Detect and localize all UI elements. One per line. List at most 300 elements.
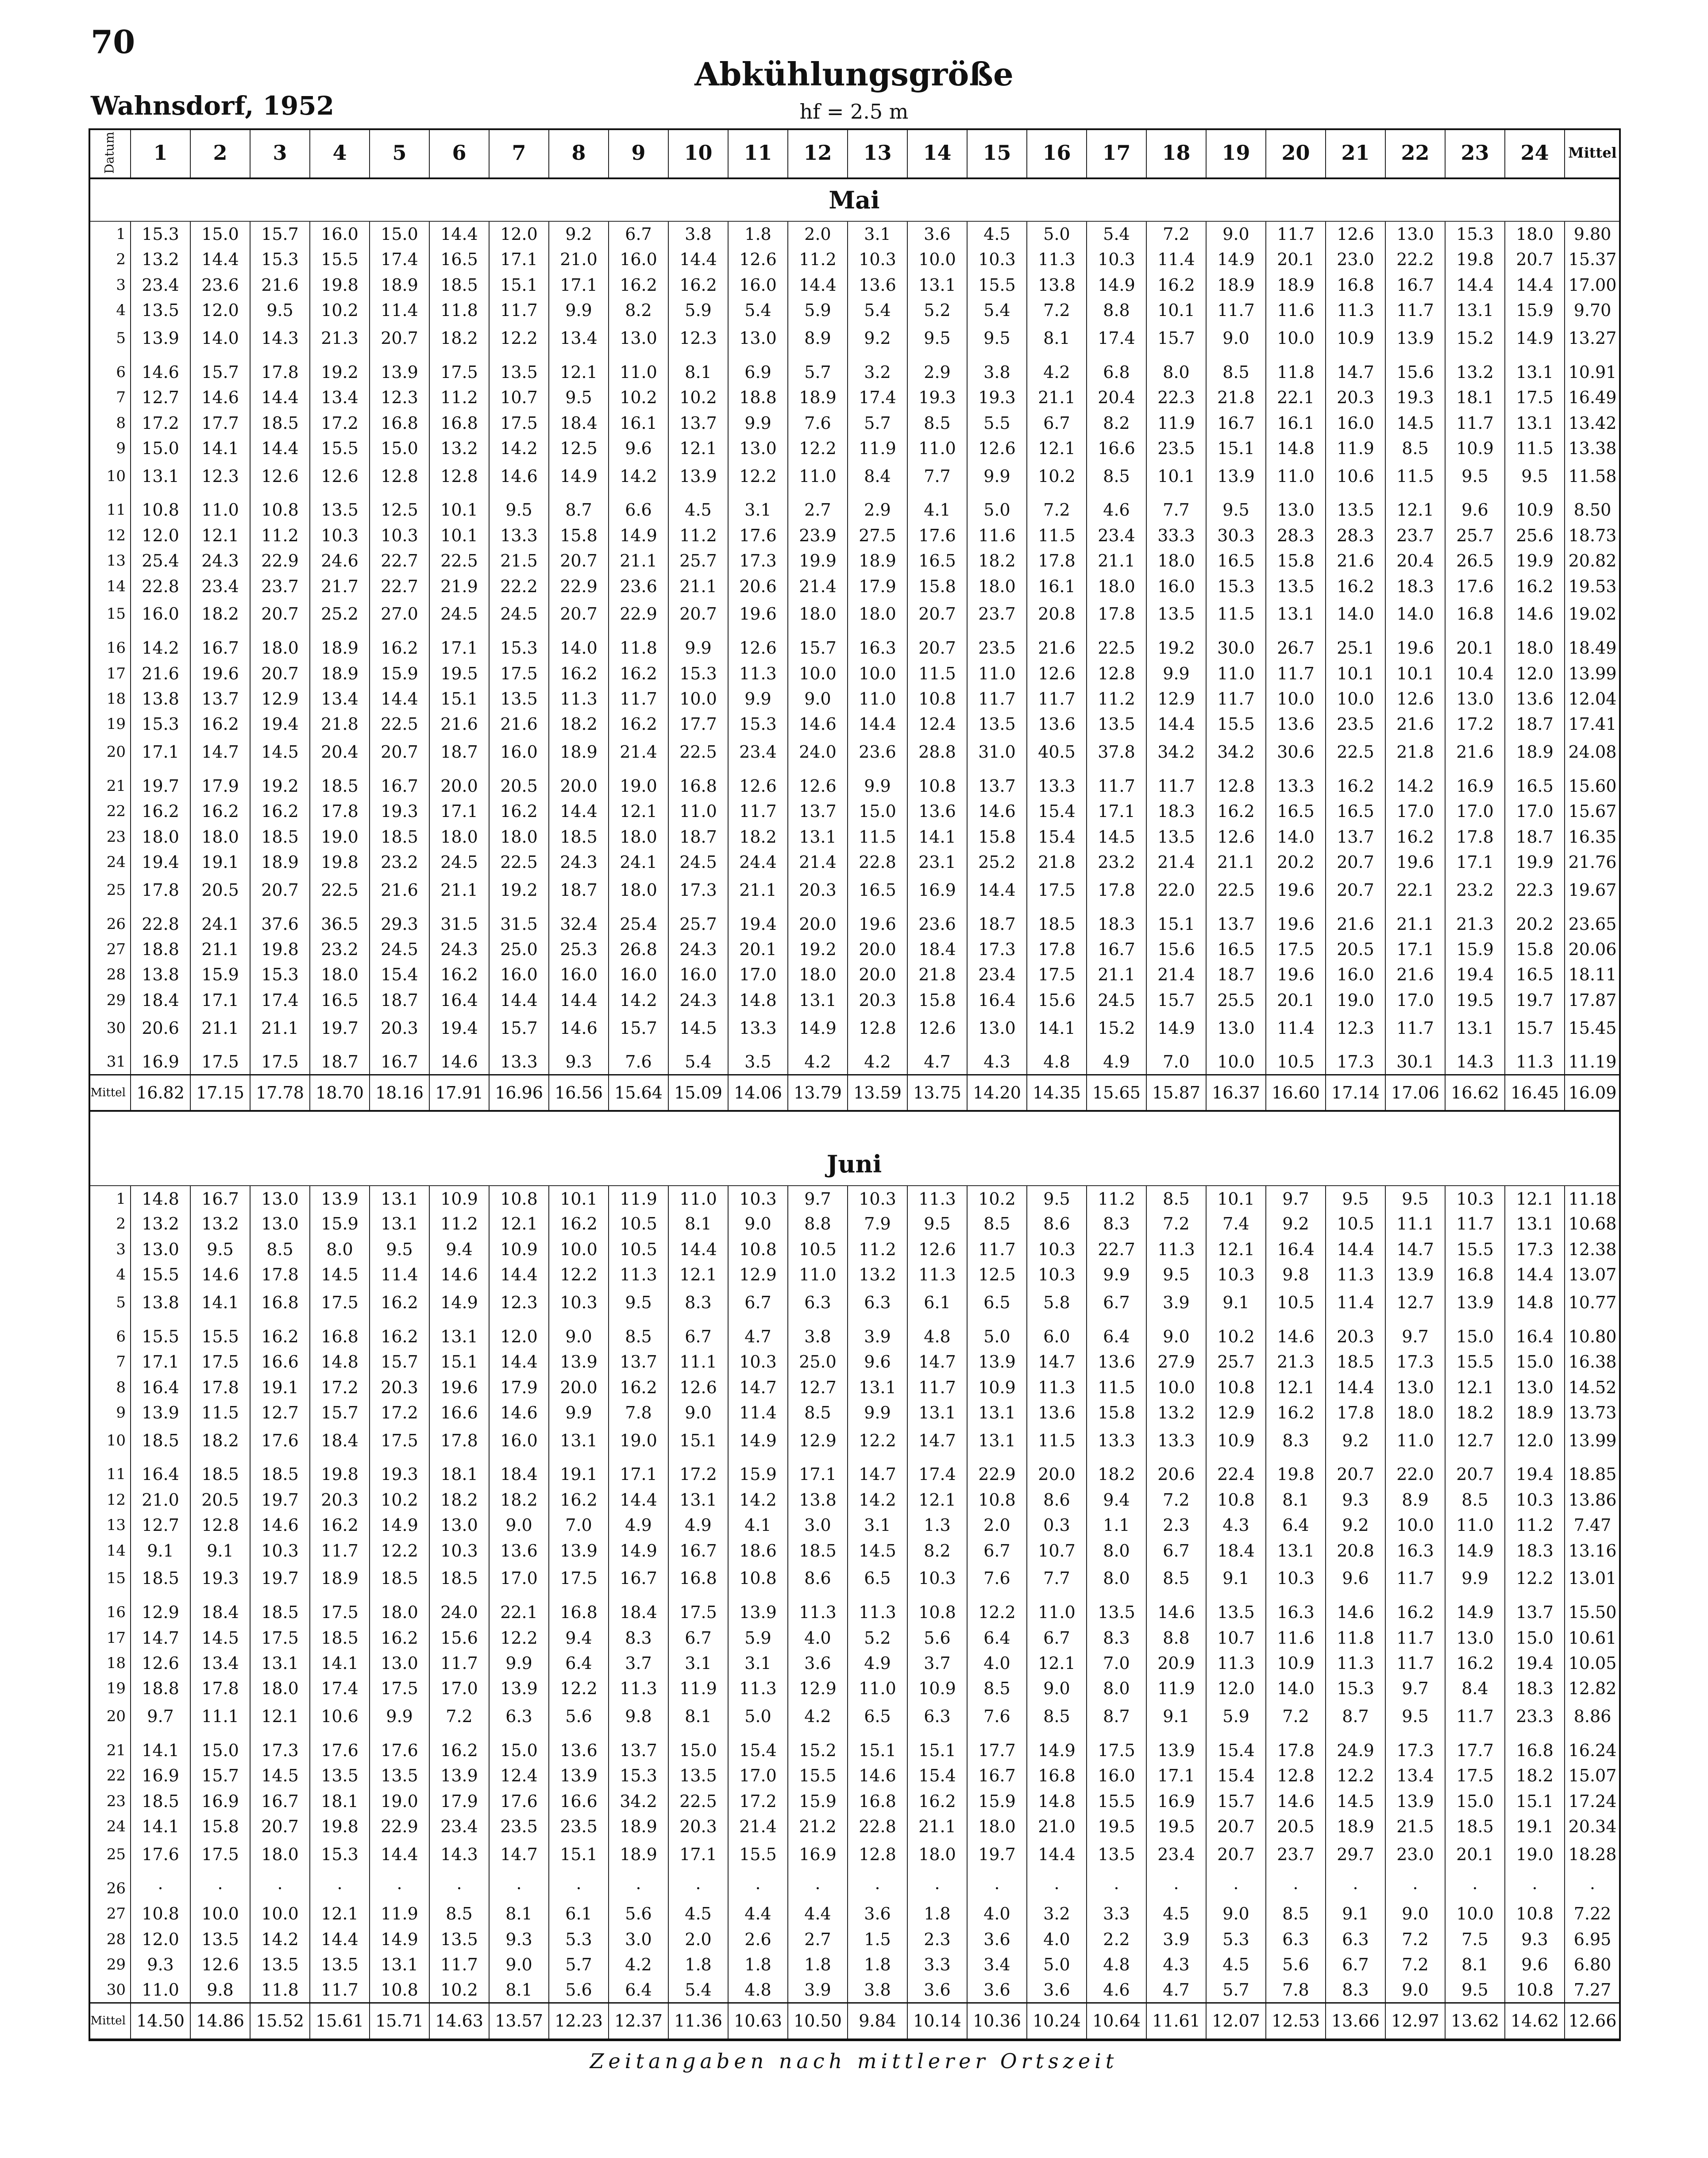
value-cell: 17.3: [1505, 1237, 1565, 1262]
value-cell: 18.5: [250, 1462, 310, 1487]
value-cell: 23.6: [848, 737, 907, 773]
value-cell: 14.6: [489, 1400, 549, 1425]
value-cell: 13.5: [310, 497, 370, 523]
value-cell: 34.2: [1206, 737, 1266, 773]
value-cell: 10.9: [1326, 323, 1385, 359]
value-cell: 4.3: [1206, 1513, 1266, 1538]
mittel-cell: 17.78: [250, 1075, 310, 1111]
value-cell: 20.7: [549, 599, 609, 635]
value-cell: 16.5: [1266, 799, 1326, 824]
value-cell: 18.8: [131, 936, 190, 962]
value-cell: 13.5: [1087, 1600, 1146, 1625]
value-cell: 7.2: [1146, 1211, 1206, 1237]
value-cell: 13.9: [1206, 461, 1266, 497]
value-cell: 15.2: [1445, 323, 1505, 359]
value-cell: 11.8: [609, 635, 668, 660]
value-cell: ·: [310, 1876, 370, 1901]
value-cell: 22.8: [131, 911, 190, 936]
value-cell: 12.3: [1326, 1013, 1385, 1049]
value-cell: 11.0: [190, 497, 250, 523]
value-cell: 9.0: [668, 1400, 728, 1425]
value-cell: 16.8: [1027, 1763, 1087, 1788]
value-cell: 23.5: [549, 1814, 609, 1839]
value-cell: 17.7: [190, 410, 250, 435]
value-cell: 19.0: [609, 1426, 668, 1462]
value-cell: 10.2: [370, 1487, 429, 1512]
value-cell: 4.5: [967, 221, 1027, 247]
mittel-cell: 15.64: [609, 1075, 668, 1111]
table-row: [89, 1262, 1620, 1287]
value-cell: 10.0: [1326, 686, 1385, 711]
value-cell: 8.6: [788, 1563, 848, 1599]
day-label: 14: [106, 1541, 126, 1560]
mittel-cell: 14.06: [728, 1075, 788, 1111]
value-cell: 3.3: [907, 1952, 967, 1977]
value-cell: 17.1: [788, 1462, 848, 1487]
column-header-hour: 1: [131, 128, 190, 178]
value-cell: 20.0: [1027, 1462, 1087, 1487]
value-cell: 10.9: [429, 1186, 489, 1211]
value-cell: 5.3: [549, 1927, 609, 1952]
value-cell: 14.4: [1326, 1237, 1385, 1262]
value-cell: 15.3: [250, 962, 310, 987]
value-cell: 1.5: [848, 1927, 907, 1952]
value-cell: 13.5: [1326, 497, 1385, 523]
value-cell: 17.8: [1266, 1738, 1326, 1763]
table-row: [89, 1349, 1620, 1374]
value-cell: 18.9: [250, 849, 310, 875]
value-cell: 23.5: [1146, 435, 1206, 461]
value-cell: 27.0: [370, 599, 429, 635]
value-cell: 1.1: [1087, 1513, 1146, 1538]
value-cell: 12.6: [668, 1375, 728, 1400]
value-cell: 3.5: [728, 1049, 788, 1075]
value-cell: 10.1: [1385, 661, 1445, 686]
column-header-hour: 8: [549, 128, 609, 178]
value-cell: 14.2: [489, 435, 549, 461]
value-cell: 17.6: [1445, 574, 1505, 599]
value-cell: 9.5: [370, 1237, 429, 1262]
spacer-cell: [89, 1111, 1620, 1143]
table-row: [89, 599, 1620, 635]
value-cell: 6.7: [668, 1324, 728, 1349]
value-cell: 1.3: [907, 1513, 967, 1538]
value-cell: 12.1: [1206, 1237, 1266, 1262]
value-cell: 13.7: [609, 1738, 668, 1763]
value-cell: 15.0: [190, 221, 250, 247]
value-cell: 14.4: [788, 272, 848, 297]
table-row: [89, 1426, 1620, 1462]
value-cell: 8.2: [1087, 410, 1146, 435]
value-cell: 12.9: [788, 1426, 848, 1462]
value-cell: 23.7: [250, 574, 310, 599]
value-cell: 16.5: [310, 987, 370, 1013]
value-cell: 13.2: [429, 435, 489, 461]
datum-header: [89, 128, 131, 178]
value-cell: 9.3: [1326, 1487, 1385, 1512]
value-cell: 8.3: [609, 1625, 668, 1650]
value-cell: 22.9: [549, 574, 609, 599]
value-cell: 22.5: [310, 875, 370, 911]
value-cell: 12.6: [907, 1013, 967, 1049]
value-cell: 4.0: [967, 1901, 1027, 1926]
value-cell: 13.7: [609, 1349, 668, 1374]
value-cell: 13.0: [609, 323, 668, 359]
row-mean-cell: 15.60: [1565, 773, 1620, 798]
value-cell: 12.8: [1266, 1763, 1326, 1788]
value-cell: 11.0: [668, 1186, 728, 1211]
value-cell: 14.6: [250, 1513, 310, 1538]
value-cell: 8.4: [1445, 1676, 1505, 1701]
table-row: [89, 1487, 1620, 1512]
data-table: [89, 128, 1620, 2040]
value-cell: 3.6: [848, 1901, 907, 1926]
value-cell: 8.3: [1087, 1211, 1146, 1237]
value-cell: 16.7: [190, 1186, 250, 1211]
day-label: 4: [116, 1266, 126, 1284]
value-cell: 10.7: [489, 385, 549, 410]
mittel-cell: 12.97: [1385, 2003, 1445, 2039]
value-cell: 11.2: [788, 247, 848, 272]
value-cell: 16.2: [609, 272, 668, 297]
value-cell: 3.2: [848, 359, 907, 385]
value-cell: 13.7: [1326, 824, 1385, 849]
value-cell: 11.2: [429, 385, 489, 410]
row-mean-cell: 13.73: [1565, 1400, 1620, 1425]
value-cell: 12.2: [489, 323, 549, 359]
value-cell: 17.8: [190, 1676, 250, 1701]
value-cell: 17.1: [131, 737, 190, 773]
value-cell: 7.2: [1146, 1487, 1206, 1512]
row-mean-cell: 16.49: [1565, 385, 1620, 410]
value-cell: 14.5: [668, 1013, 728, 1049]
value-cell: 11.1: [190, 1701, 250, 1738]
value-cell: 16.2: [907, 1788, 967, 1814]
value-cell: 8.5: [250, 1237, 310, 1262]
value-cell: 12.0: [489, 221, 549, 247]
value-cell: 14.4: [370, 1839, 429, 1876]
value-cell: 19.4: [250, 712, 310, 737]
value-cell: 9.7: [788, 1186, 848, 1211]
value-cell: 13.5: [1146, 824, 1206, 849]
value-cell: 1.8: [728, 1952, 788, 1977]
value-cell: 14.9: [429, 1287, 489, 1324]
value-cell: 19.7: [250, 1487, 310, 1512]
value-cell: 8.0: [1087, 1538, 1146, 1563]
row-mean-cell: 14.52: [1565, 1375, 1620, 1400]
value-cell: 7.0: [549, 1513, 609, 1538]
value-cell: 14.7: [848, 1462, 907, 1487]
value-cell: 13.1: [549, 1426, 609, 1462]
value-cell: 9.8: [190, 1977, 250, 2003]
value-cell: 9.6: [848, 1349, 907, 1374]
value-cell: 15.7: [250, 221, 310, 247]
value-cell: 19.3: [1385, 385, 1445, 410]
value-cell: 11.5: [1027, 523, 1087, 548]
day-label: 2: [116, 1215, 126, 1233]
value-cell: 8.1: [668, 1701, 728, 1738]
value-cell: 18.0: [1505, 635, 1565, 660]
value-cell: 4.7: [907, 1049, 967, 1075]
value-cell: 30.3: [1206, 523, 1266, 548]
value-cell: 21.6: [250, 272, 310, 297]
value-cell: 4.3: [967, 1049, 1027, 1075]
value-cell: 14.9: [549, 461, 609, 497]
value-cell: 20.5: [489, 773, 549, 798]
value-cell: 11.7: [1266, 221, 1326, 247]
value-cell: 17.3: [1385, 1349, 1445, 1374]
value-cell: 13.5: [1146, 599, 1206, 635]
value-cell: 17.9: [848, 574, 907, 599]
value-cell: 2.2: [1087, 1927, 1146, 1952]
value-cell: 14.4: [370, 686, 429, 711]
value-cell: 19.6: [728, 599, 788, 635]
value-cell: 23.2: [370, 849, 429, 875]
value-cell: 10.3: [1027, 1262, 1087, 1287]
value-cell: 8.5: [1146, 1563, 1206, 1599]
value-cell: 8.5: [1206, 359, 1266, 385]
value-cell: 17.5: [190, 1839, 250, 1876]
value-cell: 11.3: [788, 1600, 848, 1625]
value-cell: 17.1: [429, 635, 489, 660]
value-cell: 13.3: [489, 523, 549, 548]
value-cell: 21.4: [1146, 962, 1206, 987]
value-cell: 15.3: [1445, 221, 1505, 247]
value-cell: 17.0: [489, 1563, 549, 1599]
row-mean-cell: 12.82: [1565, 1676, 1620, 1701]
value-cell: 15.4: [728, 1738, 788, 1763]
station-heading: Wahnsdorf, 1952: [91, 91, 334, 121]
value-cell: 16.2: [1385, 824, 1445, 849]
column-header-hour: 10: [668, 128, 728, 178]
value-cell: 1.8: [848, 1952, 907, 1977]
value-cell: 14.7: [1326, 359, 1385, 385]
value-cell: 8.0: [1087, 1676, 1146, 1701]
value-cell: 11.5: [1385, 461, 1445, 497]
value-cell: 14.6: [429, 1262, 489, 1287]
value-cell: 15.6: [1146, 936, 1206, 962]
value-cell: 20.7: [907, 599, 967, 635]
value-cell: 18.4: [549, 410, 609, 435]
value-cell: 13.5: [250, 1952, 310, 1977]
table-row: [89, 1211, 1620, 1237]
row-mean-cell: 24.08: [1565, 737, 1620, 773]
value-cell: 25.1: [1326, 635, 1385, 660]
value-cell: 13.3: [1146, 1426, 1206, 1462]
value-cell: 17.1: [489, 247, 549, 272]
value-cell: 12.6: [728, 635, 788, 660]
value-cell: 18.5: [190, 1462, 250, 1487]
value-cell: 11.4: [728, 1400, 788, 1425]
value-cell: 19.9: [788, 548, 848, 574]
value-cell: 13.6: [549, 1738, 609, 1763]
value-cell: 13.5: [310, 1952, 370, 1977]
value-cell: 18.1: [429, 1462, 489, 1487]
table-row: [89, 1049, 1620, 1075]
table-row: [89, 1400, 1620, 1425]
value-cell: 15.9: [1445, 936, 1505, 962]
value-cell: 17.2: [1445, 712, 1505, 737]
value-cell: 13.7: [1206, 911, 1266, 936]
day-label: 3: [116, 276, 126, 294]
row-mean-cell: 6.95: [1565, 1927, 1620, 1952]
mittel-cell: 14.63: [429, 2003, 489, 2039]
value-cell: 12.0: [1505, 661, 1565, 686]
value-cell: 2.3: [1146, 1513, 1206, 1538]
value-cell: 18.0: [1087, 574, 1146, 599]
value-cell: 13.0: [250, 1186, 310, 1211]
value-cell: 8.5: [1027, 1701, 1087, 1738]
value-cell: 21.6: [1445, 737, 1505, 773]
value-cell: 8.5: [967, 1676, 1027, 1701]
value-cell: 16.7: [1087, 936, 1146, 962]
value-cell: 17.5: [1027, 875, 1087, 911]
value-cell: 17.7: [1445, 1738, 1505, 1763]
value-cell: 12.3: [370, 385, 429, 410]
value-cell: 10.5: [1326, 1211, 1385, 1237]
value-cell: 21.1: [190, 1013, 250, 1049]
value-cell: 21.1: [250, 1013, 310, 1049]
value-cell: 28.3: [1266, 523, 1326, 548]
mittel-cell: 16.96: [489, 1075, 549, 1111]
value-cell: 12.1: [310, 1901, 370, 1926]
value-cell: 8.1: [668, 1211, 728, 1237]
value-cell: 20.7: [1445, 1462, 1505, 1487]
value-cell: 18.0: [190, 824, 250, 849]
row-mean-cell: 16.35: [1565, 824, 1620, 849]
value-cell: 16.9: [1445, 773, 1505, 798]
mittel-cell: 13.66: [1326, 2003, 1385, 2039]
value-cell: 23.7: [967, 599, 1027, 635]
value-cell: 9.9: [967, 461, 1027, 497]
value-cell: 13.8: [1027, 272, 1087, 297]
value-cell: 10.0: [1206, 1049, 1266, 1075]
value-cell: ·: [1027, 1876, 1087, 1901]
value-cell: 23.9: [788, 523, 848, 548]
value-cell: 3.1: [668, 1650, 728, 1676]
value-cell: 14.3: [429, 1839, 489, 1876]
value-cell: 13.4: [1385, 1763, 1445, 1788]
row-mean-cell: 13.27: [1565, 323, 1620, 359]
table-row: [89, 523, 1620, 548]
value-cell: 19.1: [190, 849, 250, 875]
value-cell: 11.7: [1385, 1650, 1445, 1676]
value-cell: 12.2: [728, 461, 788, 497]
value-cell: 8.8: [1087, 298, 1146, 323]
table-row: [89, 875, 1620, 911]
value-cell: 11.5: [1087, 1375, 1146, 1400]
value-cell: 15.3: [489, 635, 549, 660]
value-cell: 23.6: [907, 911, 967, 936]
value-cell: 18.0: [131, 824, 190, 849]
value-cell: 5.6: [549, 1701, 609, 1738]
value-cell: 9.6: [609, 435, 668, 461]
value-cell: 15.3: [1326, 1676, 1385, 1701]
row-mean-cell: 10.05: [1565, 1650, 1620, 1676]
row-mean-cell: 9.80: [1565, 221, 1620, 247]
value-cell: 10.3: [1445, 1186, 1505, 1211]
value-cell: 12.7: [1385, 1287, 1445, 1324]
column-header-hour: 23: [1445, 128, 1505, 178]
value-cell: 14.4: [1505, 1262, 1565, 1287]
value-cell: 19.3: [907, 385, 967, 410]
value-cell: ·: [788, 1876, 848, 1901]
value-cell: 20.6: [1146, 1462, 1206, 1487]
value-cell: 10.3: [429, 1538, 489, 1563]
value-cell: 21.1: [609, 548, 668, 574]
value-cell: 18.0: [788, 599, 848, 635]
value-cell: 10.8: [728, 1237, 788, 1262]
value-cell: 10.2: [668, 385, 728, 410]
value-cell: 14.9: [728, 1426, 788, 1462]
value-cell: 16.2: [1445, 1650, 1505, 1676]
value-cell: 13.0: [370, 1650, 429, 1676]
value-cell: 8.7: [1326, 1701, 1385, 1738]
value-cell: 17.8: [1326, 1400, 1385, 1425]
value-cell: 5.2: [848, 1625, 907, 1650]
value-cell: 16.2: [609, 661, 668, 686]
value-cell: 8.7: [549, 497, 609, 523]
value-cell: 8.4: [848, 461, 907, 497]
value-cell: 15.1: [429, 686, 489, 711]
value-cell: 7.6: [967, 1563, 1027, 1599]
value-cell: 19.6: [848, 911, 907, 936]
value-cell: 13.0: [967, 1013, 1027, 1049]
value-cell: 8.2: [609, 298, 668, 323]
value-cell: 13.0: [728, 323, 788, 359]
value-cell: 17.5: [310, 1287, 370, 1324]
value-cell: 4.2: [1027, 359, 1087, 385]
value-cell: 16.0: [131, 599, 190, 635]
value-cell: 15.1: [1505, 1788, 1565, 1814]
value-cell: 9.1: [190, 1538, 250, 1563]
day-label: 30: [106, 1981, 126, 1999]
value-cell: 10.3: [549, 1287, 609, 1324]
value-cell: 14.7: [131, 1625, 190, 1650]
value-cell: 15.5: [1087, 1788, 1146, 1814]
mittel-cell: 10.36: [967, 2003, 1027, 2039]
value-cell: 22.0: [1146, 875, 1206, 911]
value-cell: 13.1: [1505, 1211, 1565, 1237]
value-cell: 14.9: [1505, 323, 1565, 359]
value-cell: 7.4: [1206, 1211, 1266, 1237]
day-label: 12: [106, 526, 126, 544]
value-cell: 3.6: [907, 1977, 967, 2003]
value-cell: 21.6: [1326, 548, 1385, 574]
value-cell: 8.1: [1266, 1487, 1326, 1512]
value-cell: 19.4: [728, 911, 788, 936]
value-cell: 15.5: [310, 435, 370, 461]
value-cell: 14.6: [190, 1262, 250, 1287]
value-cell: 16.2: [190, 799, 250, 824]
value-cell: 18.8: [728, 385, 788, 410]
value-cell: ·: [609, 1876, 668, 1901]
value-cell: 10.8: [250, 497, 310, 523]
value-cell: 2.9: [848, 497, 907, 523]
value-cell: 20.7: [1326, 1462, 1385, 1487]
row-mean-cell: ·: [1565, 1876, 1620, 1901]
value-cell: 14.0: [1266, 1676, 1326, 1701]
value-cell: 11.7: [1445, 410, 1505, 435]
mittel-cell: 14.86: [190, 2003, 250, 2039]
value-cell: 17.6: [250, 1426, 310, 1462]
value-cell: 22.8: [131, 574, 190, 599]
value-cell: 12.2: [967, 1600, 1027, 1625]
value-cell: 10.9: [1445, 435, 1505, 461]
value-cell: 12.6: [907, 1237, 967, 1262]
value-cell: 22.5: [1087, 635, 1146, 660]
value-cell: 11.7: [1087, 773, 1146, 798]
